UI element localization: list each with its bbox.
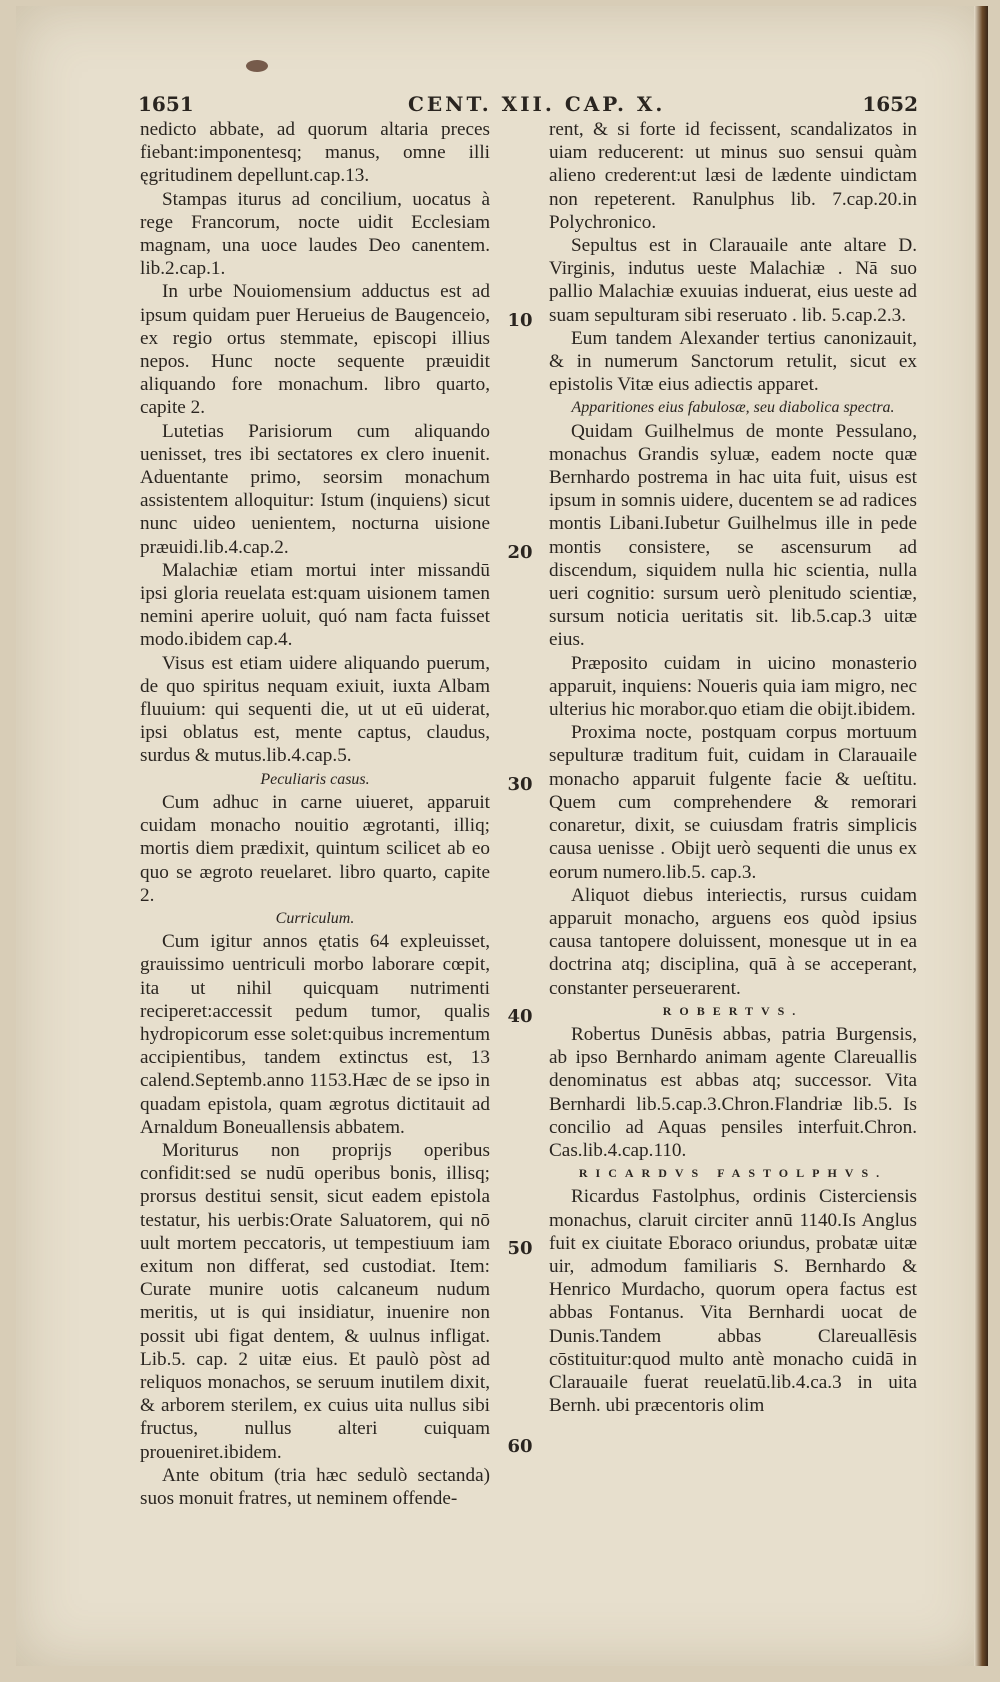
page-edge [974, 6, 988, 1666]
paragraph: Ante obitum (tria hæc sedulò sectanda) suos monuit fratres, ut neminem offende- [140, 1464, 490, 1509]
name-heading: ROBERTVS. [662, 1003, 804, 1018]
paragraph: Lutetias Parisiorum cum aliquando uenisset, tres ibi sectatores ex clero inuenit. Aduentante primo, seorsim monachum assistentem alloquitur: Istum (inquiens) sicut nunc uideo uenientem, nocturna uisione præuidi.lib.4.cap.2. [140, 420, 490, 558]
paragraph: nedicto abbate, ad quorum altaria preces fiebant:imponentesq; manus, omne illi ęgritudinem depellunt.cap.13. [140, 119, 490, 187]
paragraph: In urbe Nouiomensium adductus est ad ipsum quidam puer Herueius de Baugenceio, ex regio ortus stemmate, episcopi illius nepos. Hunc nocte sequente præuidit aliquando fore monachum. libro quarto, capite 2. [140, 281, 490, 419]
paragraph: Quidam Guilhelmus de monte Pessulano, monachus Grandis syluæ, eadem nocte quæ Bernhardo postrema in hac uita fuit, uisus est ipsum in somnis uidere, ducentem se ad radices montis Libani.Iubetur Guilhelmus ille in pede montis consistere, se ascensurum ad discendum, siquidem nulla hic scientia, nulla ueri cognitio: sursum uerò plenitudo scientiæ, sursum noticia ueritatis sit. lib.5.cap.3 uitæ eius. [549, 420, 917, 651]
paragraph: Moriturus non proprijs operibus confidit:sed se nudū operibus bonis, illisq; prorsus destitui sensit, sicut eadem epistola testatur, his uerbis:Orate Saluatorem, qui nō uult mortem peccatoris, ut tempestiuum iam exitum non differat, sed custodiat. Item: Curate munire uotis calcaneum nudum meritis, ut is qui insidiatur, inuenire non possit ubi figat dentem, & uulnus infligat. Lib.5. cap. 2 uitæ eius. Et paulò pòst ad reliquos monachos, se seruum inutilem dixit, & arborem sterilem, ex cuius uita nullus sibi fructus, nullus alteri cuiquam proueniret.ibidem. [140, 1139, 490, 1463]
paragraph: Cum adhuc in carne uiueret, apparuit cuidam monacho nouitio ægrotanti, illiq; mortis diem prædixit, quintum scilicet ab eo quo se ægroto reuelaret. libro quarto, capite 2. [140, 791, 490, 906]
page-number-right: 1652 [862, 92, 918, 116]
paragraph: Sepultus est in Clarauaile ante altare D. Virginis, indutus ueste Malachiæ . Nā suo pallio Malachiæ exuuias induerat, eius ueste ad suam sepulturam sibi reseruato . lib. 5.cap.2.3. [549, 235, 917, 326]
paragraph: Ricardus Fastolphus, ordinis Cisterciensis monachus, claruit circiter annū 1140.Is Anglus fuit ex ciuitate Eboraco oriundus, probatæ uitæ uir, admodum familiaris S. Bernhardo & Henrico Murdacho, quorum opera factus est abbas Fontanus. Vita Bernhardi uocat de Dunis.Tandem abbas Clareuallēsis cōstituitur:quod multo antè monacho cuidā in Clarauaile fuerat reuelatū.lib.4.ca.3 in uita Bernh. ubi præcentoris olim [549, 1186, 917, 1417]
line-number: 30 [507, 774, 533, 795]
paragraph: Aliquot diebus interiectis, rursus cuidam apparuit monacho, arguens eos quòd ipsius causa tantopere doluissent, monesque ut in ea doctrina atq; disciplina, quā à se acceperant, constanter perseuerarent. [549, 884, 917, 999]
running-title: CENT. XII. CAP. X. [408, 92, 666, 116]
line-number: 10 [507, 310, 533, 331]
line-number: 40 [507, 1006, 533, 1027]
name-heading: RICARDVS FASTOLPHVS. [578, 1166, 888, 1181]
section-heading: Apparitiones eius fabulosæ, seu diabolica spectra. [571, 399, 895, 417]
section-heading: Curriculum. [275, 909, 355, 927]
paragraph: Stampas iturus ad concilium, uocatus à rege Francorum, nocte uidit Ecclesiam magnam, una uoce laudes Deo canentem. lib.2.cap.1. [140, 188, 490, 280]
running-header [138, 92, 918, 118]
paragraph: Proxima nocte, postquam corpus mortuum sepulturæ traditum fuit, cuidam in Clarauaile monacho apparuit fulgente facie & ueſtitu. Quem cum comprehendere & remorari conaretur, dixit, se cuiusdam fratris simplicis causa uenisse . Obijt uerò sequenti die unus ex eorum numero.lib.5. cap.3. [549, 722, 917, 883]
paragraph: Præposito cuidam in uicino monasterio apparuit, inquiens: Noueris quia iam migro, nec ulterius hic morabor.quo etiam die obijt.ibidem. [549, 652, 917, 721]
paragraph: Malachiæ etiam mortui inter missandū ipsi gloria reuelata est:quam uisionem tamen nemini aperire uoluit, quó nam facta fuisset modo.ibidem cap.4. [140, 559, 490, 651]
paragraph: Cum igitur annos ętatis 64 expleuisset, grauissimo uentriculi morbo laborare cœpit, ita ut nihil quicquam nutrimenti reciperet:accessit pedum tumor, qualis hydropicorum esse solet:quibus incrementum accipientibus, tandem extinctus est, 13 calend.Septemb.anno 1153.Hæc de se ipso in quadam epistola, quam ægrotus dictitauit ad Arnaldum Boneuallensis abbatem. [140, 931, 490, 1138]
paragraph: Eum tandem Alexander tertius canonizauit, & in numerum Sanctorum retulit, sicut ex epistolis Vitæ eius adiectis apparet. [549, 327, 917, 396]
line-number: 60 [507, 1436, 533, 1457]
ink-blot [246, 60, 268, 72]
paragraph: rent, & si forte id fecissent, scandalizatos in uiam reducerent: ut minus suo sensui quàm alieno crederent:ut læsi de lædente uindictam non repeterent. Ranulphus lib. 7.cap.20.in Polychronico. [549, 119, 917, 233]
line-number: 50 [507, 1238, 533, 1259]
paragraph: Robertus Dunēsis abbas, patria Burgensis, ab ipso Bernhardo animam agente Clareuallis denominatus est abbas atq; successor. Vita Bernhardi lib.5.cap.3.Chron.Flandriæ lib.5. Is concilio ad Aquas pensiles interfuit.Chron. Cas.lib.4.cap.110. [549, 1023, 917, 1161]
section-heading: Peculiaris casus. [260, 770, 370, 788]
page-number-left: 1651 [138, 92, 194, 116]
left-column [140, 118, 490, 1510]
paragraph: Visus est etiam uidere aliquando puerum, de quo spiritus nequam exiuit, iuxta Albam fluuium: qui sequenti die, ut ut eū uiderat, ipsi oblatus est, mente captus, claudus, surdus & mutus.lib.4.cap.5. [140, 652, 490, 767]
line-number: 20 [507, 542, 533, 563]
right-column [549, 118, 917, 1417]
